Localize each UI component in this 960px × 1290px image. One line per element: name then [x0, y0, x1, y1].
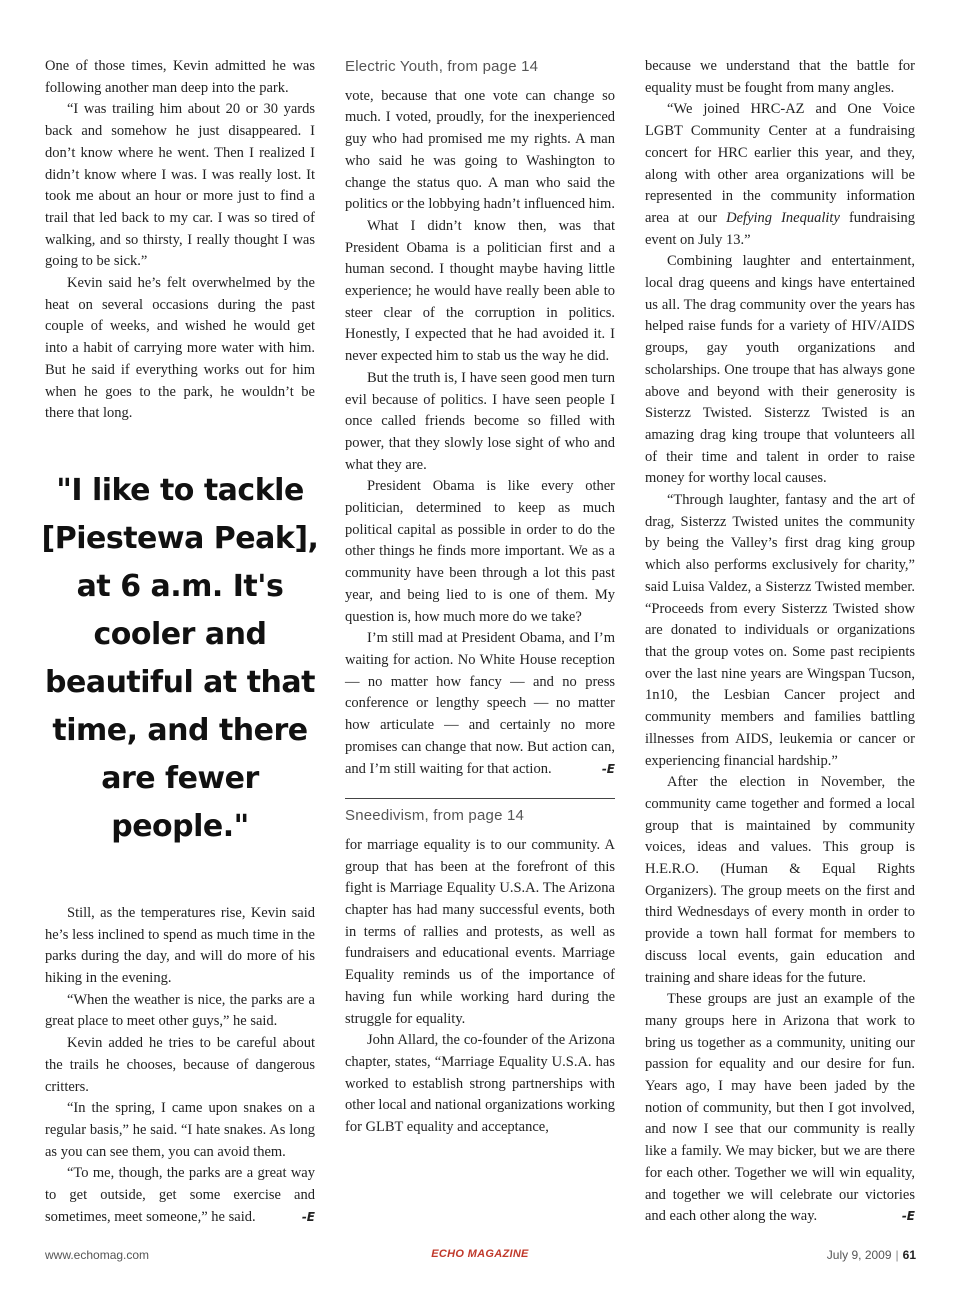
- paragraph: vote, because that one vote can change so much. I voted, proudly, for the inexperienced guy who had promised me my rights. A man who said he was going to Washington to change the status quo. A man who said the politics or the lobbying hadn’t influenced him.: [345, 87, 615, 213]
- end-mark: -E: [301, 1209, 315, 1224]
- column-1: [41, 56, 319, 1229]
- issue-date: July 9, 2009: [826, 1248, 892, 1262]
- paragraph: “I was trailing him about 20 or 30 yards back and somehow he just disappeared. I don’t know where he went. Then I realized I didn’t know where I was. I was really lost. It took me about an hour or more just to find a trail that led back to my car. I was so tired of walking, and so thirsty, I really thought I was going to be sick.”: [45, 101, 315, 270]
- column-3: [645, 56, 915, 1228]
- paragraph: Kevin said he’s felt overwhelmed by the heat on several occasions during the past couple of weeks, and wished he would get into a habit of carrying more water with him. But he said if everything works out for him when he goes to the park, he wouldn’t be there that long.: [45, 275, 315, 422]
- section-heading-sneedivism: Sneedivism, from page 14: [345, 807, 525, 825]
- paragraph: After the election in November, the community came together and formed a local group that is maintained by community voices, ideas and values. This group is H.E.R.O. (Human & Equal Rights Organizers). The group meets on the first and third Wednesdays of every month in order to provide a town hall format for members to discuss local events, gain education and training and share ideas for the future.: [645, 774, 915, 986]
- paragraph: “Through laughter, fantasy and the art of drag, Sisterzz Twisted unites the community by being the Valley’s first drag king group which also performs exclusively for charity,” said Luisa Valdez, a Sisterzz Twisted member. “Proceeds from every Sisterzz Twisted show are donated to individuals or organizations that the group votes on. Some past recipients over the last nine years are Wingspan Tucson, 1n10, the Lesbian Cancer project and community members and families battling illnesses from AIDS, leukemia or cancer or experiencing financial hardship.”: [645, 492, 915, 769]
- paragraph-last: [345, 628, 615, 780]
- footer-date-page: [827, 1248, 916, 1262]
- paragraph: for marriage equality is to our community. A group that has been at the forefront of this fight is Marriage Equality U.S.A. The Arizona chapter has had many successful events, both in terms of rallies and protests, as well as fundraisers and educational events. Marriage Equality reminds us of the importance of having fun while working hard during the struggle for equality.: [345, 836, 615, 1027]
- paragraph: But the truth is, I have seen good men turn evil because of politics. I have seen people I once called friends become so filled with power, that they slowly lose sight of who and what they are.: [345, 369, 615, 473]
- paragraph-text: These groups are just an example of the many groups here in Arizona that work to bring us together as a community, uniting our passion for equality and our desire for fun. Years ago, I may have been jaded by the notion of community, but then I got involved, and now I see that our community is really like a family. We may bicker, but we are there for each other. Together we will win equality, and together we will celebrate our victories and each other along the way.: [645, 991, 915, 1225]
- paragraph: because we understand that the battle for equality must be fought from many angles.: [645, 58, 915, 96]
- paragraph-text: “To me, though, the parks are a great way to get outside, get some exercise and sometimes, meet someone,” he said.: [45, 1165, 315, 1225]
- paragraph: Still, as the temperatures rise, Kevin said he’s less inclined to spend as much time in the parks during the day, and will do more of his hiking in the evening.: [45, 904, 315, 987]
- paragraph-text: fundraising event on July 13.”: [645, 209, 916, 248]
- pull-quote: "I like to tackle [Piestewa Peak], at 6 a.m. It's cooler and beautiful at that time, and there are fewer people.": [41, 472, 319, 844]
- section-heading-electric-youth: Electric Youth, from page 14: [345, 58, 539, 75]
- end-mark: -E: [601, 761, 615, 776]
- paragraph: What I didn’t know then, was that President Obama is a politician first and a human second. I thought maybe having little experience; he would have really been able to steer clear of the corruption in politics. Honestly, I expected that he had avoided it. I never expected him to stab us the way he did.: [345, 217, 615, 365]
- paragraph-text: I’m still mad at President Obama, and I’m waiting for action. No White House reception — no matter how fancy — and no press conference or lengthy speech — no matter how articulate — and certainly no more promises can change that now. But action can, and I’m still waiting for that action.: [345, 630, 615, 777]
- paragraph: One of those times, Kevin admitted he was following another man deep into the park.: [45, 58, 315, 96]
- paragraph: President Obama is like every other politician, determined to keep as much political capital as possible in order to do the other things he finds more important. We as a community have been through a lot this past year, and being lied to is one of them. My question is, how much more do we take?: [345, 478, 615, 625]
- paragraph: “In the spring, I came upon snakes on a regular basis,” he said. “I hate snakes. As long as you can see them, you can avoid them.: [45, 1100, 315, 1160]
- paragraph-last: [45, 1163, 315, 1228]
- event-name: Defying Inequality: [726, 209, 840, 226]
- column-2: [345, 56, 615, 1139]
- end-mark: -E: [901, 1209, 915, 1224]
- paragraph-last: [645, 989, 915, 1228]
- paragraph: Combining laughter and entertainment, local drag queens and kings have entertained us all. The drag community over the years has helped raise funds for a variety of HIV/AIDS groups, gay youth organizations and scholarships. One troupe that has always gone above and beyond with their generosity is Sisterzz Twisted. Sisterzz Twisted is an amazing drag king troupe that volunteers all of their time and talent in order to raise money for worthy local causes.: [645, 253, 915, 487]
- paragraph-text: “We joined HRC-AZ and One Voice LGBT Community Center at a fundraising concert for HRC earlier this year, and they, along with other area organizations will be represented in the community information area at our: [645, 101, 915, 226]
- footer-url: www.echomag.com: [45, 1248, 150, 1262]
- paragraph: [645, 99, 915, 251]
- paragraph: “When the weather is nice, the parks are a great place to meet other guys,” he said.: [45, 991, 315, 1030]
- paragraph: Kevin added he tries to be careful about the trails he chooses, because of dangerous critters.: [45, 1035, 315, 1095]
- page-number: 61: [902, 1248, 916, 1262]
- footer-separator: |: [895, 1248, 899, 1262]
- section-divider: [345, 798, 615, 799]
- paragraph: John Allard, the co-founder of the Arizona chapter, states, “Marriage Equality U.S.A. has worked to establish strong partnerships with other local and national organizations working for GLBT equality and acceptance,: [345, 1032, 615, 1136]
- footer-magazine-logo: ECHO MAGAZINE: [431, 1248, 529, 1260]
